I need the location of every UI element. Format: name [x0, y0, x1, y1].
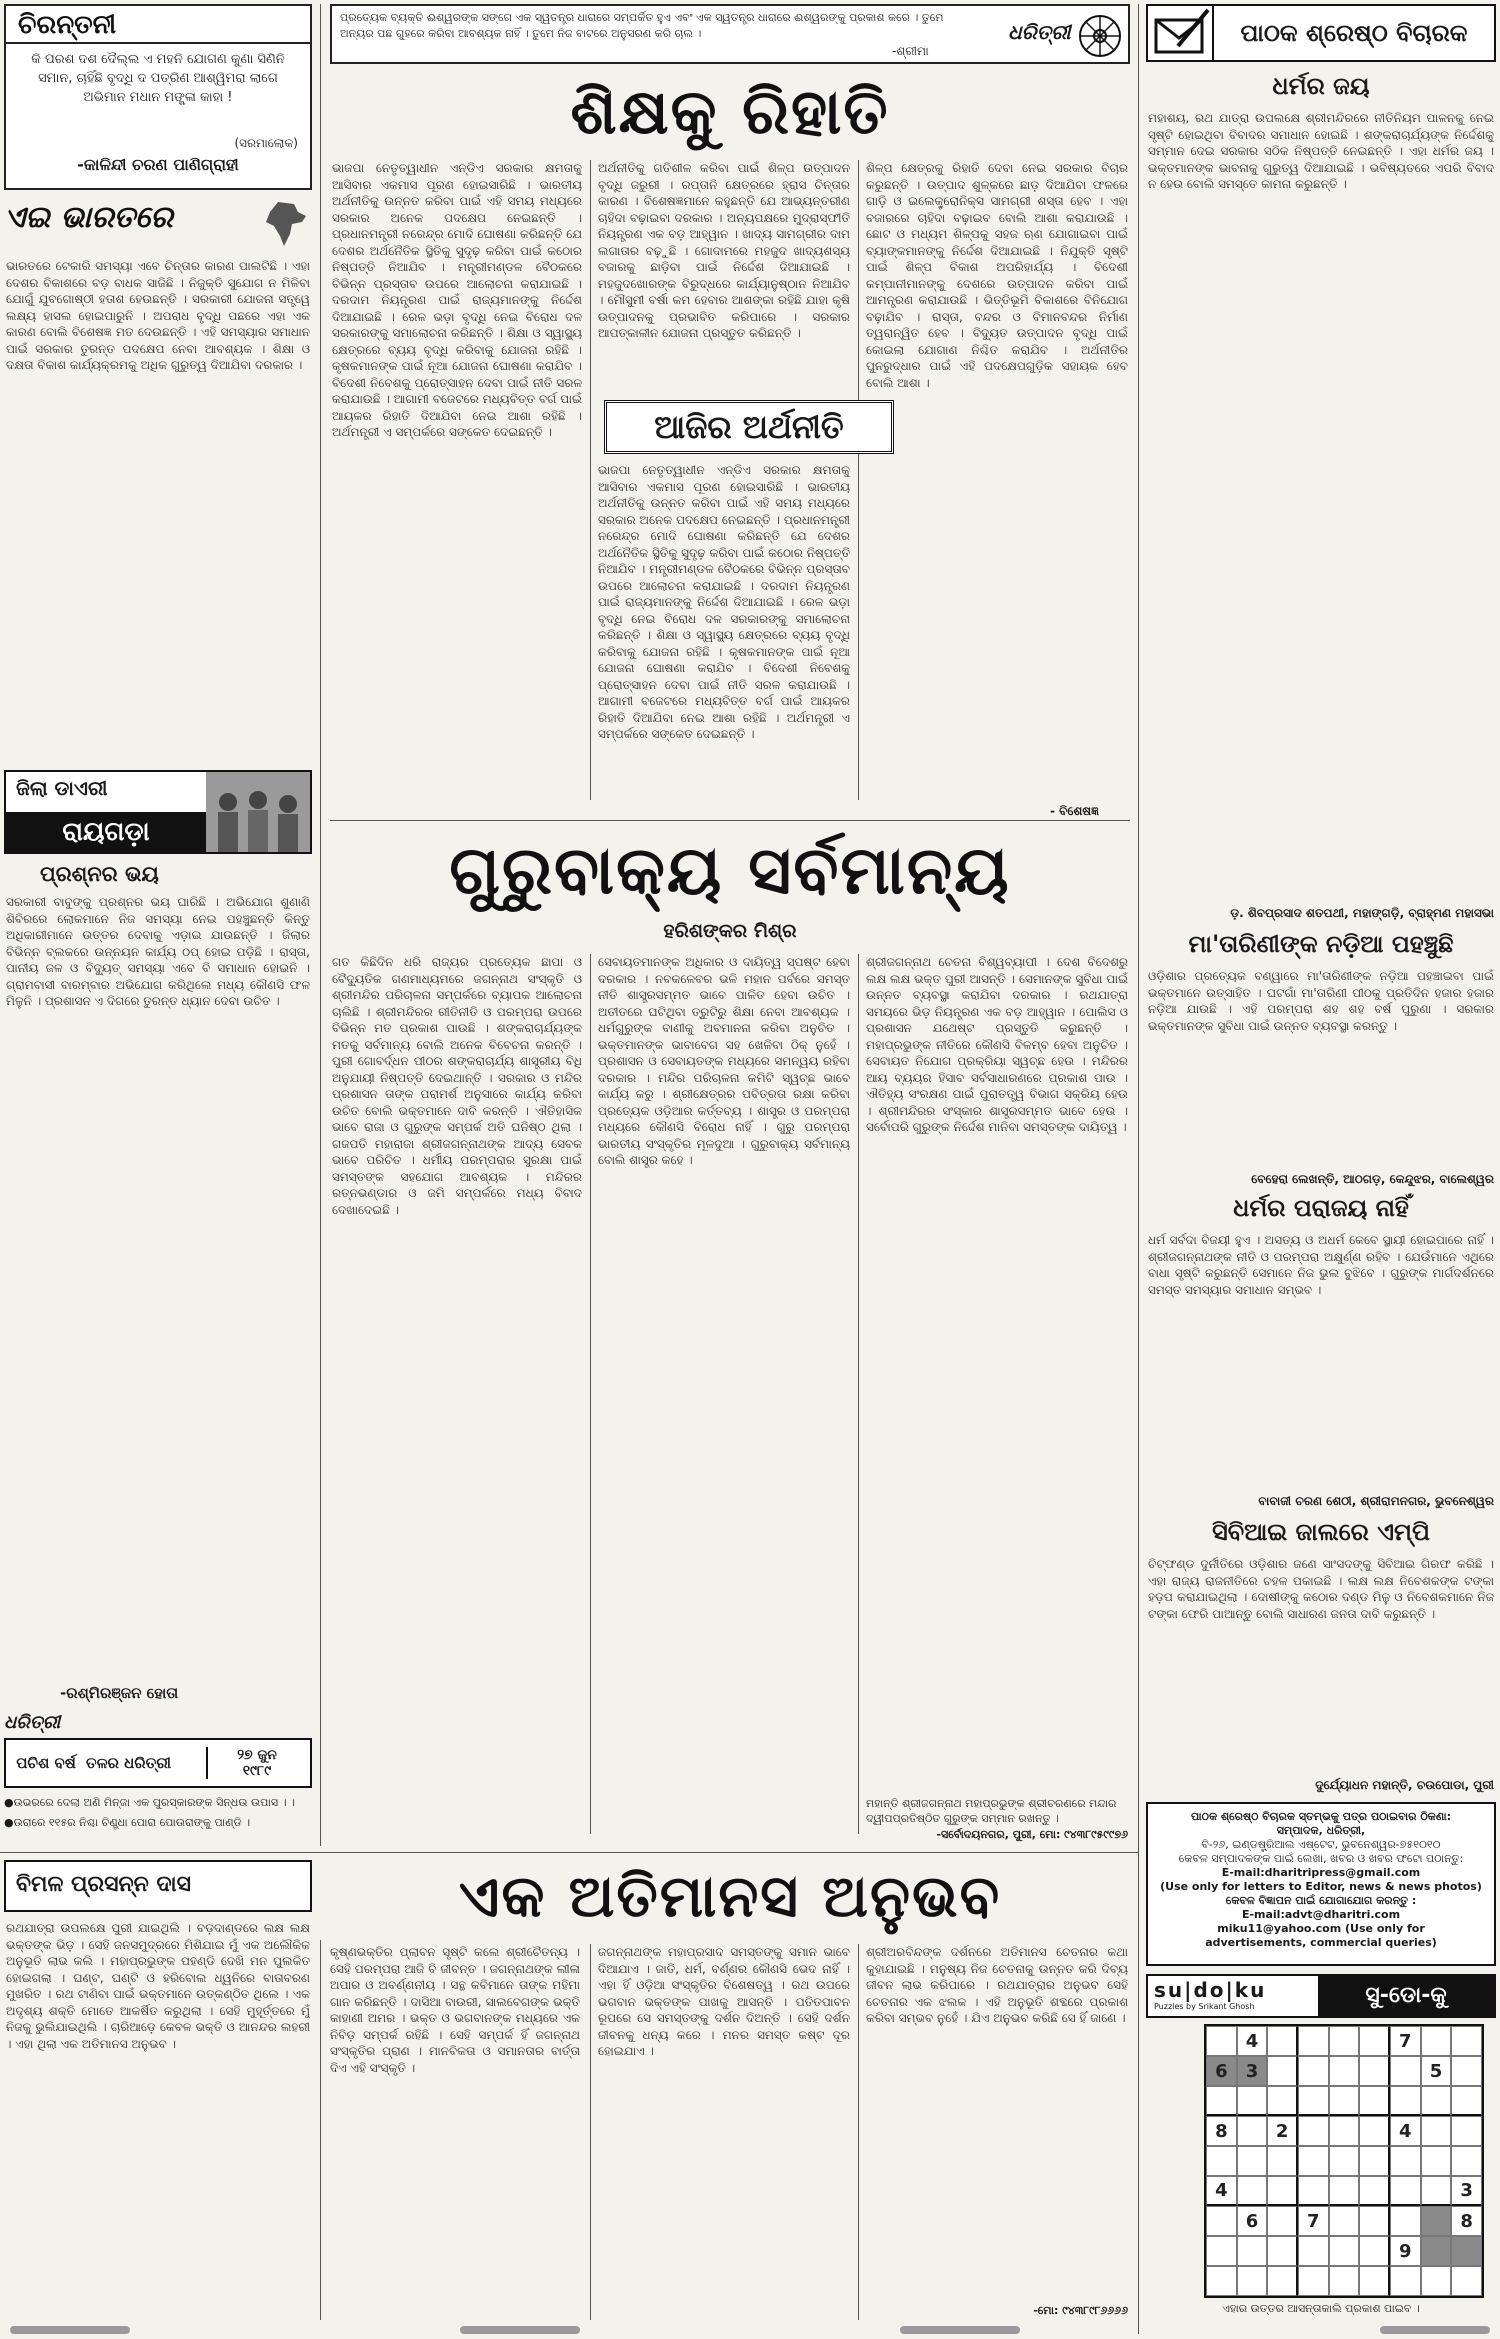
address-box	[1146, 1802, 1496, 1966]
pachisha-bullet-2: ●ଉରାରେ ୧୧୫ର ନିଶ୍ଚା ଚିଣ୍ଡ୍ଧା ପୋରା ପୋଉରାଙ୍କୁ ପାଣ୍ଡି ।	[4, 1816, 251, 1829]
letter-3-heading: ଧର୍ମର ପରାଜୟ ନାହିଁ	[1233, 1194, 1409, 1222]
sudoku-cell[interactable]	[1390, 2206, 1421, 2236]
sudoku-cell[interactable]	[1451, 2086, 1482, 2116]
sudoku-cell[interactable]	[1359, 2116, 1390, 2146]
sudoku-cell[interactable]	[1206, 2206, 1237, 2236]
letter-4-signature: ଦୁର୍ଯ୍ୟୋଧନ ମହାନ୍ତି, ଚଉପୋଡା, ପୁରୀ	[1315, 1778, 1494, 1792]
sudoku-cell[interactable]	[1329, 2116, 1360, 2146]
sudoku-cell[interactable]	[1359, 2236, 1390, 2266]
top-quote-box	[330, 4, 1130, 64]
sudoku-cell: 3	[1451, 2176, 1482, 2206]
bimal-col-2: କୃଷ୍ଣଭକ୍ତିର ପ୍ଲାବନ ସୃଷ୍ଟି କଲେ ଶ୍ରୀଚୈତନ୍ୟ । ସେହି ପରମ୍ପରା ଆଜି ବି ଜୀବନ୍ତ । ଜଗନ୍ନାଥଙ୍କ ଲୀଳା ଅପାର ଓ ଅବର୍ଣ୍ଣନୀୟ । ସନ୍ଥ କବିମାନେ ତାଙ୍କ ମହିମା ଗାନ କରିଛନ୍ତି । ଦାସିଆ ବାଉରୀ, ସାଲବେଗଙ୍କ ଭକ୍ତି କାହାଣୀ ଅମର । ଭକ୍ତ ଓ ଭଗବାନଙ୍କ ମଧ୍ୟରେ ଏକ ନିବିଡ଼ ସମ୍ପର୍କ ରହିଛି । ସେହି ସମ୍ପର୍କ ହିଁ ଜଗନ୍ନାଥ ସଂସ୍କୃତିର ପ୍ରାଣ । ମାନବିକତା ଓ ସମାନତାର ବାର୍ତ୍ତା ଦିଏ ଏହି ସଂସ୍କୃତି ।	[330, 1945, 580, 2075]
pen-letter-icon	[1152, 6, 1212, 60]
sudoku-cell[interactable]	[1329, 2026, 1360, 2056]
sudoku-cell: 8	[1451, 2206, 1482, 2236]
sudoku-cell[interactable]	[1421, 2146, 1452, 2176]
sudoku-cell[interactable]	[1359, 2146, 1390, 2176]
sudoku-cell[interactable]	[1390, 2146, 1421, 2176]
letter-4-heading: ସିବିଆଇ ଜାଲରେ ଏମ୍‌ପି	[1212, 1518, 1430, 1546]
guru-col-1: ଗତ କିଛିଦିନ ଧରି ରାଜ୍ୟର ପ୍ରତ୍ୟେକ ଛାପା ଓ ବୈଦ୍ୟୁତିକ ଗଣମାଧ୍ୟମରେ ଜଗନ୍ନାଥ ସଂସ୍କୃତି ଓ ଶ୍ରୀମନ୍ଦିର ପରିଚାଳନା ସମ୍ପର୍କରେ ବ୍ୟାପକ ଆଲୋଚନା ଚାଲିଛି । ଶ୍ରୀମନ୍ଦିରର ରୀତିନୀତି ଓ ପରମ୍ପରା ଉପରେ ବିଭିନ୍ନ ମତ ପ୍ରକାଶ ପାଉଛି । ଶଙ୍କରାଚାର୍ଯ୍ୟଙ୍କ ମତକୁ ସର୍ବମାନ୍ୟ ବୋଲି ଅନେକ ବିବେଚନା କରନ୍ତି । ପୁରୀ ଗୋବର୍ଦ୍ଧନ ପୀଠର ଶଙ୍କରାଚାର୍ଯ୍ୟ ଶାସ୍ତ୍ରୀୟ ବିଧି ଅନୁଯାୟୀ ନିଷ୍ପତ୍ତି ଦେଇଥାନ୍ତି । ସରକାର ଓ ମନ୍ଦିର ପ୍ରଶାସନ ତାଙ୍କ ପରାମର୍ଶ ଅନୁସାରେ କାର୍ଯ୍ୟ କରିବା ଉଚିତ ବୋଲି ଭକ୍ତମାନେ ଦାବି କରନ୍ତି । ଐତିହାସିକ ଭାବେ ରାଜା ଓ ଗୁରୁଙ୍କ ସମ୍ପର୍କ ଅତି ଘନିଷ୍ଠ ଥିଲା । ଗଜପତି ମହାରାଜା ଶ୍ରୀଜଗନ୍ନାଥଙ୍କ ଆଦ୍ୟ ସେବକ ଭାବେ ପରିଚିତ । ଧର୍ମୀୟ ପରମ୍ପରାର ସୁରକ୍ଷା ପାଇଁ ସମସ୍ତଙ୍କ ସହଯୋଗ ଆବଶ୍ୟକ । ମନ୍ଦିରର ରତ୍ନଭଣ୍ଡାର ଓ ଜମି ସମ୍ପର୍କରେ ମଧ୍ୟ ବିବାଦ ଦେଖାଦେଇଛି ।	[332, 955, 582, 1217]
chirantani-source: (ସରମାଲୋକ)	[234, 136, 298, 150]
sudoku-cell[interactable]	[1206, 2026, 1237, 2056]
letter-2-heading: ମା'ତାରିଣୀଙ୍କ ନଡ଼ିଆ ପହଞ୍ଚୁଛି	[1188, 930, 1454, 958]
guru-col-2: ସେବାୟତମାନଙ୍କ ଅଧିକାର ଓ ଦାୟିତ୍ୱ ସ୍ପଷ୍ଟ ହେବା ଦରକାର । ନବକଳେବର ଭଳି ମହାନ ପର୍ବରେ ସମସ୍ତ ନୀତି ଶାସ୍ତ୍ରସମ୍ମତ ଭାବେ ପାଳିତ ହେବା ଉଚିତ । ଅତୀତରେ ଘଟିଥିବା ତ୍ରୁଟିରୁ ଶିକ୍ଷା ନେବା ଆବଶ୍ୟକ । ଧର୍ମଗୁରୁଙ୍କ ବାଣୀକୁ ଅବମାନନା କରିବା ଅନୁଚିତ । ଭକ୍ତମାନଙ୍କ ଭାବାବେଗ ସହ ଖେଳିବା ଠିକ୍ ନୁହେଁ । ପ୍ରଶାସନ ଓ ସେବାୟତଙ୍କ ମଧ୍ୟରେ ସମନ୍ୱୟ ରହିବା ଦରକାର । ମନ୍ଦିର ପରିଚାଳନା କମିଟି ସ୍ୱଚ୍ଛ ଭାବେ କାର୍ଯ୍ୟ କରୁ । ଶ୍ରୀକ୍ଷେତ୍ରର ପବିତ୍ରତା ରକ୍ଷା କରିବା ପ୍ରତ୍ୟେକ ଓଡ଼ିଆର କର୍ତ୍ତବ୍ୟ । ଶାସ୍ତ୍ର ଓ ପରମ୍ପରା ମଧ୍ୟରେ କୌଣସି ବିରୋଧ ନାହିଁ । ଗୁରୁ ପରମ୍ପରା ଭାରତୀୟ ସଂସ୍କୃତିର ମୂଳଦୁଆ । ଗୁରୁବାକ୍ୟ ସର୍ବମାନ୍ୟ ବୋଲି ଶାସ୍ତ୍ର କହେ ।	[598, 955, 850, 1167]
sudoku-cell[interactable]	[1267, 2026, 1298, 2056]
sudoku-cell[interactable]	[1237, 2116, 1268, 2146]
sudoku-cell: 6	[1237, 2206, 1268, 2236]
jilla-diary-box	[4, 770, 312, 854]
sudoku-cell[interactable]	[1329, 2146, 1360, 2176]
letter-1-heading: ଧର୍ମର ଜୟ	[1272, 72, 1370, 100]
sudoku-sublogo: Puzzles by Srikant Ghosh	[1154, 2002, 1255, 2011]
sudoku-cell[interactable]	[1421, 2086, 1452, 2116]
editorial-col-1: ଭାଜପା ନେତୃତ୍ୱାଧୀନ ଏନ୍‌ଡିଏ ସରକାର କ୍ଷମତାକୁ ଆସିବାର ଏକମାସ ପୂରଣ ହୋଇସାରିଛି । ଭାରତୀୟ ଅର୍ଥନୀତିକୁ ଉନ୍ନତ କରିବା ପାଇଁ ଏହି ସମୟ ମଧ୍ୟରେ ସରକାର ଅନେକ ପଦକ୍ଷେପ ନେଇଛନ୍ତି । ପ୍ରଧାନମନ୍ତ୍ରୀ ନରେନ୍ଦ୍ର ମୋଦି ଘୋଷଣା କରିଛନ୍ତି ଯେ ଦେଶର ଅର୍ଥନୈତିକ ସ୍ଥିତିକୁ ସୁଦୃଢ଼ କରିବା ପାଇଁ କଠୋର ନିଷ୍ପତ୍ତି ନିଆଯିବ । ମନ୍ତ୍ରୀମଣ୍ଡଳ ବୈଠକରେ ବିଭିନ୍ନ ପ୍ରସ୍ତାବ ଉପରେ ଆଲୋଚନା କରାଯାଇଛି । ଦରଦାମ ନିୟନ୍ତ୍ରଣ ପାଇଁ ରାଜ୍ୟମାନଙ୍କୁ ନିର୍ଦ୍ଦେଶ ଦିଆଯାଇଛି । ରେଳ ଭଡ଼ା ବୃଦ୍ଧି ନେଇ ବିରୋଧ ଦଳ ସରକାରଙ୍କୁ ସମାଲୋଚନା କରିଛନ୍ତି । ଶିକ୍ଷା ଓ ସ୍ୱାସ୍ଥ୍ୟ କ୍ଷେତ୍ରରେ ବ୍ୟୟ ବୃଦ୍ଧି କରିବାକୁ ଯୋଜନା ରହିଛି । କୃଷକମାନଙ୍କ ପାଇଁ ନୂଆ ଯୋଜନା ଘୋଷଣା କରାଯିବ । ବିଦେଶୀ ନିବେଶକୁ ପ୍ରୋତ୍ସାହନ ଦେବା ପାଇଁ ନୀତି ସରଳ କରାଯାଉଛି । ଆଗାମୀ ବଜେଟରେ ମଧ୍ୟବିତ୍ତ ବର୍ଗ ପାଇଁ ଆୟକର ରିହାତି ଦିଆଯିବା ନେଇ ଆଶା ରହିଛି । ଅର୍ଥମନ୍ତ୍ରୀ ଏ ସମ୍ପର୍କରେ ସଙ୍କେତ ଦେଇଛନ୍ତି ।	[332, 161, 582, 439]
sudoku-cell[interactable]	[1390, 2056, 1421, 2086]
jilla-diary-label: ଜିଲା ଡାଏରୀ	[16, 776, 108, 800]
address-line-5: କେବଳ ବିଜ୍ଞାପନ ପାଇଁ ଯୋଗାଯୋଗ କରନ୍ତୁ :	[1225, 1894, 1417, 1907]
sudoku-cell[interactable]	[1451, 2056, 1482, 2086]
letter-2-signature: ବେହେରା ଲେଖନ୍ତି, ଆଠଗଡ଼, କେନ୍ଦୁଝର, ବାଲେଶ୍ୱର	[1251, 1172, 1494, 1186]
letter-3-body: ଧର୍ମ ସର୍ବଦା ବିଜୟୀ ହୁଏ । ଅସତ୍ୟ ଓ ଅଧର୍ମ କେବେ ସ୍ଥାୟୀ ହୋଇପାରେ ନାହିଁ । ଶ୍ରୀଜଗନ୍ନାଥଙ୍କ ନୀତି ଓ ପରମ୍ପରା ଅକ୍ଷୁର୍ଣ୍ଣ ରହିବ । ଯେଉଁମାନେ ଏଥିରେ ବାଧା ସୃଷ୍ଟି କରୁଛନ୍ତି ସେମାନେ ନିଜ ଭୁଲ ବୁଝିବେ । ଗୁରୁଙ୍କ ମାର୍ଗଦର୍ଶନରେ ସମସ୍ତ ସମସ୍ୟାର ସମାଧାନ ସମ୍ଭବ ।	[1148, 1233, 1494, 1297]
footer-bar-4	[1380, 2326, 1490, 2334]
sudoku-cell[interactable]	[1267, 2266, 1298, 2296]
sudoku-cell[interactable]	[1329, 2086, 1360, 2116]
sudoku-logo: su|do|ku	[1154, 1978, 1267, 2002]
jilla-diary-district: ରାୟଗଡ଼ା	[6, 812, 206, 852]
sudoku-cell[interactable]	[1298, 2176, 1329, 2206]
editorial-col-2: ଅର୍ଥନୀତିକୁ ଗତିଶୀଳ କରିବା ପାଇଁ ଶିଳ୍ପ ଉତ୍ପାଦନ ବୃଦ୍ଧି ଜରୁରୀ । ରପ୍ତାନି କ୍ଷେତ୍ରରେ ହ୍ରାସ ଚିନ୍ତାର କାରଣ । ବିଶେଷଜ୍ଞମାନେ କହୁଛନ୍ତି ଯେ ଆଭ୍ୟନ୍ତରୀଣ ଚାହିଦା ବଢ଼ାଇବା ଦରକାର । ଅନ୍ୟପକ୍ଷରେ ମୁଦ୍ରାସ୍ଫୀତି ନିୟନ୍ତ୍ରଣ ଏକ ବଡ଼ ଆହ୍ୱାନ । ଖାଦ୍ୟ ସାମଗ୍ରୀର ଦାମ ଲଗାତାର ବଢ଼ୁଛି । ଗୋଦାମରେ ମହଜୁଦ ଖାଦ୍ୟଶସ୍ୟ ବଜାରକୁ ଛାଡ଼ିବା ପାଇଁ ନିର୍ଦ୍ଦେଶ ଦିଆଯାଇଛି । ମହଜୁଦଖୋରଙ୍କ ବିରୁଦ୍ଧରେ କାର୍ଯ୍ୟାନୁଷ୍ଠାନ ନିଆଯିବ । ମୌସୁମୀ ବର୍ଷା କମ ହେବାର ଆଶଙ୍କା ରହିଛି ଯାହା କୃଷି ଉତ୍ପାଦନକୁ ପ୍ରଭାବିତ କରିପାରେ । ସରକାର ଆପତ୍କାଳୀନ ଯୋଜନା ପ୍ରସ୍ତୁତ କରିଛନ୍ତି ।	[598, 161, 850, 340]
district-photo	[206, 772, 310, 852]
pachisha-line2: ତଳର ଧରିତ୍ରୀ	[86, 1754, 171, 1772]
sudoku-cell[interactable]	[1421, 2206, 1452, 2236]
sudoku-cell[interactable]	[1267, 2146, 1298, 2176]
jilla-diary-heading: ପ୍ରଶ୍ନର ଭୟ	[40, 862, 159, 886]
sudoku-cell: 4	[1390, 2116, 1421, 2146]
dharitri-logo-small: ଧରିତ୍ରୀ	[4, 1712, 61, 1733]
aajira-arthaniti-label: ଆଜିର ଅର୍ଥନୀତି	[654, 407, 844, 446]
sudoku-cell[interactable]	[1359, 2266, 1390, 2296]
address-line-4: କେବଳ ସମ୍ପାଦକଙ୍କ ପାଇଁ ଲେଖା, ଖବର ଓ ଖବର ଫଟୋ ପଠାନ୍ତୁ:	[1178, 1852, 1464, 1865]
editorial-col-2b: ଭାଜପା ନେତୃତ୍ୱାଧୀନ ଏନ୍‌ଡିଏ ସରକାର କ୍ଷମତାକୁ ଆସିବାର ଏକମାସ ପୂରଣ ହୋଇସାରିଛି । ଭାରତୀୟ ଅର୍ଥନୀତିକୁ ଉନ୍ନତ କରିବା ପାଇଁ ଏହି ସମୟ ମଧ୍ୟରେ ସରକାର ଅନେକ ପଦକ୍ଷେପ ନେଇଛନ୍ତି । ପ୍ରଧାନମନ୍ତ୍ରୀ ନରେନ୍ଦ୍ର ମୋଦି ଘୋଷଣା କରିଛନ୍ତି ଯେ ଦେଶର ଅର୍ଥନୈତିକ ସ୍ଥିତିକୁ ସୁଦୃଢ଼ କରିବା ପାଇଁ କଠୋର ନିଷ୍ପତ୍ତି ନିଆଯିବ । ମନ୍ତ୍ରୀମଣ୍ଡଳ ବୈଠକରେ ବିଭିନ୍ନ ପ୍ରସ୍ତାବ ଉପରେ ଆଲୋଚନା କରାଯାଇଛି । ଦରଦାମ ନିୟନ୍ତ୍ରଣ ପାଇଁ ରାଜ୍ୟମାନଙ୍କୁ ନିର୍ଦ୍ଦେଶ ଦିଆଯାଇଛି । ରେଳ ଭଡ଼ା ବୃଦ୍ଧି ନେଇ ବିରୋଧ ଦଳ ସରକାରଙ୍କୁ ସମାଲୋଚନା କରିଛନ୍ତି । ଶିକ୍ଷା ଓ ସ୍ୱାସ୍ଥ୍ୟ କ୍ଷେତ୍ରରେ ବ୍ୟୟ ବୃଦ୍ଧି କରିବାକୁ ଯୋଜନା ରହିଛି । କୃଷକମାନଙ୍କ ପାଇଁ ନୂଆ ଯୋଜନା ଘୋଷଣା କରାଯିବ । ବିଦେଶୀ ନିବେଶକୁ ପ୍ରୋତ୍ସାହନ ଦେବା ପାଇଁ ନୀତି ସରଳ କରାଯାଉଛି । ଆଗାମୀ ବଜେଟରେ ମଧ୍ୟବିତ୍ତ ବର୍ଗ ପାଇଁ ଆୟକର ରିହାତି ଦିଆଯିବା ନେଇ ଆଶା ରହିଛି । ଅର୍ଥମନ୍ତ୍ରୀ ଏ ସମ୍ପର୍କରେ ସଙ୍କେତ ଦେଇଛନ୍ତି ।	[598, 463, 850, 741]
editorial-col-3: ଶିଳ୍ପ କ୍ଷେତ୍ରକୁ ରିହାତି ଦେବା ନେଇ ସରକାର ବିଚାର କରୁଛନ୍ତି । ଉତ୍ପାଦ ଶୁଳ୍କରେ ଛାଡ଼ ଦିଆଯିବା ଫଳରେ ଗାଡ଼ି ଓ ଇଲେକ୍ଟ୍ରୋନିକ୍ସ ସାମଗ୍ରୀ ଶସ୍ତା ହେବ । ଏହା ବଜାରରେ ଚାହିଦା ବଢ଼ାଇବ ବୋଲି ଆଶା କରାଯାଉଛି । ଛୋଟ ଓ ମଧ୍ୟମ ଶିଳ୍ପକୁ ସହଜ ଋଣ ଯୋଗାଇବା ପାଇଁ ବ୍ୟାଙ୍କମାନଙ୍କୁ ନିର୍ଦ୍ଦେଶ ଦିଆଯାଇଛି । ନିଯୁକ୍ତି ସୃଷ୍ଟି ପାଇଁ ଶିଳ୍ପ ବିକାଶ ଅପରିହାର୍ଯ୍ୟ । ବିଦେଶୀ କମ୍ପାନୀମାନଙ୍କୁ ଦେଶରେ ଉତ୍ପାଦନ କରିବା ପାଇଁ ଆମନ୍ତ୍ରଣ କରାଯାଉଛି । ଭିତ୍ତିଭୂମି ବିକାଶରେ ବିନିଯୋଗ ବଢ଼ାଯିବ । ରାସ୍ତା, ବନ୍ଦର ଓ ବିମାନବନ୍ଦର ନିର୍ମାଣ ତ୍ୱରାନ୍ୱିତ ହେବ । ବିଦ୍ୟୁତ ଉତ୍ପାଦନ ବୃଦ୍ଧି ପାଇଁ କୋଇଲା ଯୋଗାଣ ନିଶ୍ଚିତ କରାଯିବ । ଅର୍ଥନୀତିର ପୁନରୁଦ୍ଧାର ପାଇଁ ଏହି ପଦକ୍ଷେପଗୁଡ଼ିକ ସହାୟକ ହେବ ବୋଲି ଆଶା ।	[866, 161, 1128, 390]
sudoku-cell[interactable]	[1298, 2026, 1329, 2056]
sudoku-cell[interactable]	[1206, 2236, 1237, 2266]
editorial-headline: ଶିକ୍ଷକୁ ରିହାତି	[570, 75, 890, 148]
sudoku-cell: 5	[1421, 2056, 1452, 2086]
top-quote-text: ପ୍ରତ୍ୟେକ ବ୍ୟକ୍ତି ଈଶ୍ୱରଙ୍କ ସଙ୍ଗେ ଏକ ସ୍ୱତନ୍ତ୍ର ଧାରାରେ ସମ୍ପର୍କିତ ହୁଏ ଏବଂ ଏକ ସ୍ୱତନ୍ତ୍ର ଧାରାରେ ଈଶ୍ୱରଙ୍କୁ ପ୍ରକାଶ କରେ । ତୁମେ ଅନ୍ୟର ପଛ ଗୁହରେ କରିବା ଆବଶ୍ୟକ ନାହିଁ । ତୁମେ ନିଜ ବାଟରେ ଅନୁସରଣ କରି ଚାଲ ।	[340, 11, 944, 40]
sudoku-cell[interactable]	[1390, 2176, 1421, 2206]
bimal-contact: -ମୋ: ୯୪୩୮୯୮୬୬୬୬	[1033, 2304, 1128, 2317]
bimal-name: ବିମଳ ପ୍ରସନ୍ନ ଦାସ	[16, 1872, 191, 1897]
ei-bharatare-body: ଭାରତରେ ଟେକାରି ସମସ୍ୟା ଏବେ ଚିନ୍ତାର କାରଣ ପାଲଟିଛି । ଏହା ଦେଶର ବିକାଶରେ ବଡ଼ ବାଧକ ସାଜିଛି । ନିଜୁକ୍ତି ସୁଯୋଗ ନ ମିଳିବା ଯୋଗୁଁ ଯୁବଗୋଷ୍ଠୀ ହତାଶ ହେଉଛନ୍ତି । ସରକାରୀ ଯୋଜନା ସତ୍ତ୍ୱେ ଲକ୍ଷ୍ୟ ହାସଲ ହୋଇପାରୁନି । ଅପରାଧ ବୃଦ୍ଧି ପଛରେ ଏହା ଏକ କାରଣ ବୋଲି ବିଶେଷଜ୍ଞ ମତ ଦେଉଛନ୍ତି । ଏହି ସମସ୍ୟାର ସମାଧାନ ପାଇଁ ସରକାର ତୁରନ୍ତ ପଦକ୍ଷେପ ନେବା ଆବଶ୍ୟକ । ଶିକ୍ଷା ଓ ଦକ୍ଷତା ବିକାଶ କାର୍ଯ୍ୟକ୍ରମକୁ ଅଧିକ ଗୁରୁତ୍ୱ ଦିଆଯିବା ଦରକାର ।	[6, 259, 310, 372]
sudoku-cell: 9	[1390, 2236, 1421, 2266]
ei-bharatare-title: ଏଇ ଭାରତରେ	[4, 200, 173, 235]
sudoku-cell[interactable]	[1237, 2236, 1268, 2266]
sudoku-grid[interactable]	[1204, 2024, 1484, 2298]
bimal-headline: ଏକ ଅତିମାନସ ଅନୁଭବ	[458, 1862, 1002, 1930]
aajira-arthaniti-box	[604, 400, 894, 454]
guru-signoff: ମହାନ୍ତି ଶ୍ରୀଜଗନ୍ନାଥ ମହାପ୍ରଭୁଙ୍କ ଶ୍ରୀଚରଣରେ ମନ୍ଦାର ଦ୍ୱୀପପ୍ରତିଷ୍ଠିତ ଗୁରୁଙ୍କ ସମ୍ମାନ ରଖନ୍ତୁ ।	[866, 1797, 1117, 1825]
jilla-diary-author: -ରଶ୍ମିରଞ୍ଜନ ହୋତା	[60, 1684, 179, 1702]
sudoku-cell[interactable]	[1421, 2116, 1452, 2146]
letter-1-signature: ଡ଼. ଶିବପ୍ରସାଦ ଶତପଥୀ, ମହାଙ୍ଗଡ଼ି, ବ୍ରାହ୍ମଣ ମହାସଭା	[1230, 906, 1494, 920]
address-email-3[interactable]: miku11@yahoo.com (Use only for	[1217, 1922, 1425, 1935]
jilla-diary-body: ସରକାରୀ ବାବୁଙ୍କୁ ପ୍ରଶ୍ନର ଭୟ ଘାରିଛି । ଅଭିଯୋଗ ଶୁଣାଣି ଶିବିରରେ ଲୋକମାନେ ନିଜ ସମସ୍ୟା ନେଇ ପହଞ୍ଚୁଛନ୍ତି କିନ୍ତୁ ଅଧିକାରୀମାନେ ଉତ୍ତର ଦେବାକୁ ଏଡ଼ାଇ ଯାଉଛନ୍ତି । ଜିଲାର ବିଭିନ୍ନ ବ୍ଲକରେ ଉନ୍ନୟନ କାର୍ଯ୍ୟ ଠପ୍ ହୋଇ ପଡ଼ିଛି । ରାସ୍ତା, ପାନୀୟ ଜଳ ଓ ବିଦ୍ୟୁତ୍ ସମସ୍ୟା ଏବେ ବି ସମାଧାନ ହୋଇନି । ଗ୍ରାମବାସୀ ବାରମ୍ବାର ଅଭିଯୋଗ କରିଥିଲେ ମଧ୍ୟ କୌଣସି ଫଳ ମିଳୁନି । ପ୍ରଶାସନ ଏ ଦିଗରେ ତୁରନ୍ତ ଧ୍ୟାନ ଦେବା ଉଚିତ ।	[6, 895, 310, 1008]
sudoku-cell[interactable]	[1237, 2146, 1268, 2176]
sudoku-cell[interactable]	[1451, 2146, 1482, 2176]
sudoku-cell[interactable]	[1267, 2056, 1298, 2086]
sudoku-cell[interactable]	[1267, 2086, 1298, 2116]
india-map-icon	[264, 200, 308, 248]
chirantani-title: ଚିରନ୍ତନୀ	[6, 6, 310, 44]
sudoku-cell[interactable]	[1237, 2266, 1268, 2296]
footer-bar-1	[10, 2326, 130, 2334]
pachisha-barsha-box	[4, 1712, 312, 1842]
sudoku-cell[interactable]	[1359, 2056, 1390, 2086]
sudoku-cell[interactable]	[1206, 2266, 1237, 2296]
address-email-1[interactable]: E-mail:dharitripress@gmail.com	[1221, 1866, 1421, 1879]
letter-1-body: ମହାଶୟ, ରଥ ଯାତ୍ରା ଉପଲକ୍ଷେ ଶ୍ରୀମନ୍ଦିରରେ ନୀତିନିୟମ ପାଳନକୁ ନେଇ ସୃଷ୍ଟି ହୋଇଥିବା ବିବାଦର ସମାଧାନ ହୋଇଛି । ଶଙ୍କରାଚାର୍ଯ୍ୟଙ୍କ ନିର୍ଦ୍ଦେଶକୁ ସମ୍ମାନ ଦେଇ ସରକାର ସଠିକ ନିଷ୍ପତ୍ତି ନେଇଛନ୍ତି । ଏହା ଧର୍ମର ଜୟ । ଭକ୍ତମାନଙ୍କ ଭାବନାକୁ ଗୁରୁତ୍ୱ ଦିଆଯାଇଛି । ଭବିଷ୍ୟତରେ ଏପରି ବିବାଦ ନ ହେଉ ବୋଲି ସମସ୍ତେ କାମନା କରୁଛନ୍ତି ।	[1148, 111, 1494, 191]
sudoku-cell[interactable]	[1359, 2026, 1390, 2056]
sudoku-cell[interactable]	[1206, 2146, 1237, 2176]
sudoku-title: ସୁ-ଡୋ-କୁ	[1318, 1976, 1494, 2016]
sudoku-cell[interactable]	[1329, 2056, 1360, 2086]
sudoku-cell[interactable]	[1298, 2056, 1329, 2086]
pachisha-year: ୧୯୮୯	[242, 1763, 272, 1779]
sudoku-cell[interactable]	[1421, 2266, 1452, 2296]
guru-byline: ହରିଶଙ୍କର ମିଶ୍ର	[663, 920, 797, 942]
address-line-1: ପାଠକ ଶ୍ରେଷ୍ଠ ବିଚାରକ ସ୍ତମ୍ଭକୁ ପତ୍ର ପଠାଇବାର ଠିକଣା:	[1190, 1810, 1452, 1823]
sudoku-cell: 6	[1206, 2056, 1237, 2086]
sudoku-cell[interactable]	[1451, 2026, 1482, 2056]
sudoku-cell[interactable]	[1267, 2206, 1298, 2236]
letter-4-body: ଚିଟ୍‌ଫଣ୍ଡ ଦୁର୍ନୀତିରେ ଓଡ଼ିଶାର ଜଣେ ସାଂସଦଙ୍କୁ ସିବିଆଇ ଗିରଫ କରିଛି । ଏହା ରାଜ୍ୟ ରାଜନୀତିରେ ଚହଳ ପକାଇଛି । ଲକ୍ଷ ଲକ୍ଷ ନିବେଶକଙ୍କ ଟଙ୍କା ହଡ଼ପ କରାଯାଇଥିଲା । ଦୋଷୀଙ୍କୁ କଠୋର ଦଣ୍ଡ ମିଳୁ ଓ ନିବେଶକମାନେ ନିଜ ଟଙ୍କା ଫେରି ପାଆନ୍ତୁ ବୋଲି ସାଧାରଣ ଜନତା ଦାବି କରୁଛନ୍ତି ।	[1148, 1557, 1494, 1621]
guru-col-3: ଶ୍ରୀଜଗନ୍ନାଥ ଚେତନା ବିଶ୍ୱବ୍ୟାପୀ । ଦେଶ ବିଦେଶରୁ ଲକ୍ଷ ଲକ୍ଷ ଭକ୍ତ ପୁରୀ ଆସନ୍ତି । ସେମାନଙ୍କ ସୁବିଧା ପାଇଁ ଉନ୍ନତ ବ୍ୟବସ୍ଥା କରାଯିବା ଦରକାର । ରଥଯାତ୍ରା ସମୟରେ ଭିଡ଼ ନିୟନ୍ତ୍ରଣ ଏକ ବଡ଼ ଆହ୍ୱାନ । ପୋଲିସ ଓ ପ୍ରଶାସନ ଯଥେଷ୍ଟ ପ୍ରସ୍ତୁତି କରୁଛନ୍ତି । ମହାପ୍ରଭୁଙ୍କ ନୀତିରେ କୌଣସି ବିଳମ୍ବ ହେବା ଅନୁଚିତ । ସେବାୟତ ନିଯୋଗ ପ୍ରକ୍ରିୟା ସ୍ୱଚ୍ଛ ହେଉ । ମନ୍ଦିରର ଆୟ ବ୍ୟୟର ହିସାବ ସର୍ବସାଧାରଣରେ ପ୍ରକାଶ ପାଉ । ଐତିହ୍ୟ ସଂରକ୍ଷଣ ପାଇଁ ପୁରାତତ୍ତ୍ୱ ବିଭାଗ ସକ୍ରିୟ ହେଉ । ଶ୍ରୀମନ୍ଦିରର ସଂସ୍କାର ଶାସ୍ତ୍ରସମ୍ମତ ଭାବେ ହେଉ । ସର୍ବୋପରି ଗୁରୁଙ୍କ ନିର୍ଦ୍ଦେଶ ମାନିବା ସମସ୍ତଙ୍କ ଦାୟିତ୍ୱ ।	[866, 955, 1128, 1134]
address-email-2[interactable]: E-mail:advt@dharitri.com	[1241, 1908, 1401, 1921]
pachisha-date: ୨୭ ଜୁନ	[237, 1747, 277, 1763]
guru-address: -ସର୍ବୋଦୟନଗର, ପୁରୀ, ମୋ: ୯୪୩୮୯୫୯୯୭୬	[936, 1828, 1128, 1841]
sudoku-cell[interactable]	[1267, 2176, 1298, 2206]
sudoku-cell[interactable]	[1359, 2176, 1390, 2206]
sudoku-header	[1146, 1974, 1496, 2018]
footer-bar-2	[460, 2326, 580, 2334]
guru-headline: ଗୁରୁବାକ୍ୟ ସର୍ବମାନ୍ୟ	[449, 832, 1011, 909]
editorial-signature: - ବିଶେଷଜ୍ଞ	[1050, 804, 1099, 818]
ei-bharatare-header	[4, 200, 312, 250]
sudoku-cell: 7	[1298, 2206, 1329, 2236]
top-quote-logo: ଧରିତ୍ରୀ	[1008, 20, 1071, 44]
sudoku-cell: 4	[1206, 2176, 1237, 2206]
sudoku-cell[interactable]	[1451, 2236, 1482, 2266]
pachisha-bullet-1: ●ଉଭରରେ ଦେଲା ଅଣି ମିନ୍ଜା ଏକ ପୁରସ୍କାରଙ୍କ ସିନ୍ଧଉ ଉପାସ । ।	[4, 1796, 295, 1809]
bimal-col-1: ରଥଯାତ୍ରା ଉପଲକ୍ଷେ ପୁରୀ ଯାଇଥିଲି । ବଡ଼ଦାଣ୍ଡରେ ଲକ୍ଷ ଲକ୍ଷ ଭକ୍ତଙ୍କ ଭିଡ଼ । ସେହି ଜନସମୁଦ୍ରରେ ମିଶିଯାଇ ମୁଁ ଏକ ଅଲୌକିକ ଅନୁଭୂତି ଲାଭ କଲି । ମହାପ୍ରଭୁଙ୍କ ପହଣ୍ଡି ଦେଖି ମନ ପୁଲକିତ ହୋଇଗଲା । ଘଣ୍ଟ, ଘଣ୍ଟି ଓ ହରିବୋଲ ଧ୍ୱନିରେ ବାତାବରଣ ମୁଖରିତ । ରଥ ଟାଣିବା ପାଇଁ ଭକ୍ତମାନେ ଉତ୍କଣ୍ଠିତ ଥିଲେ । ଏକ ଅଦୃଶ୍ୟ ଶକ୍ତି ମୋତେ ଆକର୍ଷିତ କରୁଥିଲା । ସେହି ମୁହୂର୍ତ୍ତରେ ମୁଁ ନିଜକୁ ଭୁଲିଯାଇଥିଲି । ଚାରିଆଡ଼େ କେବଳ ଭକ୍ତି ଓ ଆନନ୍ଦର ଲହରୀ । ଏହା ଥିଲା ଏକ ଅତିମାନସ ଅନୁଭବ ।	[6, 1921, 310, 2051]
sudoku-cell: 8	[1206, 2116, 1237, 2146]
sudoku-cell[interactable]	[1206, 2086, 1237, 2116]
sudoku-cell[interactable]	[1451, 2116, 1482, 2146]
address-line-3: ବି-୨୬, ଇଣ୍ଡଷ୍ଟ୍ରିଆଲ ଏଷ୍ଟେଟ, ଭୁବନେଶ୍ୱର-୭୫୧୦୧୦	[1201, 1838, 1441, 1851]
chirantani-author: -କାଳିନ୍ଦୀ ଚରଣ ପାଣିଗ୍ରାହୀ	[77, 155, 239, 174]
address-email-3-note: advertisements, commercial queries)	[1205, 1936, 1437, 1949]
sudoku-cell[interactable]	[1237, 2176, 1268, 2206]
sudoku-cell[interactable]	[1298, 2086, 1329, 2116]
pathaka-banner	[1146, 4, 1496, 62]
sudoku-cell[interactable]	[1421, 2176, 1452, 2206]
sudoku-cell: 2	[1267, 2116, 1298, 2146]
sudoku-cell[interactable]	[1298, 2236, 1329, 2266]
sudoku-cell[interactable]	[1421, 2236, 1452, 2266]
sudoku-cell[interactable]	[1298, 2116, 1329, 2146]
sudoku-cell[interactable]	[1267, 2236, 1298, 2266]
sudoku-cell[interactable]	[1329, 2176, 1360, 2206]
sudoku-cell[interactable]	[1329, 2236, 1360, 2266]
sudoku-cell: 7	[1390, 2026, 1421, 2056]
sudoku-cell[interactable]	[1329, 2266, 1360, 2296]
sudoku-cell[interactable]	[1359, 2086, 1390, 2116]
bimal-col-4: ଶ୍ରୀଅରବିନ୍ଦଙ୍କ ଦର୍ଶନରେ ଅତିମାନସ ଚେତନାର କଥା କୁହାଯାଇଛି । ମନୁଷ୍ୟ ନିଜ ଚେତନାକୁ ଉନ୍ନତ କରି ଦିବ୍ୟ ଜୀବନ ଲାଭ କରିପାରେ । ରଥଯାତ୍ରାର ଅନୁଭବ ସେହି ଚେତନାର ଏକ ଝଲକ । ଏହି ଅନୁଭୂତି ଶବ୍ଦରେ ପ୍ରକାଶ କରିବା ସମ୍ଭବ ନୁହେଁ । ଯିଏ ଅନୁଭବ କରିଛି ସେ ହିଁ ଜାଣେ ।	[866, 1945, 1128, 2025]
address-line-2: ସମ୍ପାଦକ, ଧରିତ୍ରୀ,	[1276, 1824, 1366, 1837]
sudoku-cell[interactable]	[1329, 2206, 1360, 2236]
sudoku-caption: ଏହାର ଉତ୍ତର ଆସନ୍ତାକାଲି ପ୍ରକାଶ ପାଇବ ।	[1222, 2302, 1420, 2315]
sudoku-cell: 3	[1237, 2056, 1268, 2086]
sudoku-cell[interactable]	[1298, 2266, 1329, 2296]
pachisha-line1: ପଚିଶ ବର୍ଷ	[16, 1754, 76, 1772]
sudoku-cell[interactable]	[1451, 2266, 1482, 2296]
pathaka-banner-title: ପାଠକ ଶ୍ରେଷ୍ଠ ବିଚାରକ	[1212, 6, 1494, 60]
sudoku-cell[interactable]	[1390, 2086, 1421, 2116]
sudoku-cell[interactable]	[1298, 2146, 1329, 2176]
bimal-name-box	[4, 1860, 312, 1912]
sudoku-cell[interactable]	[1390, 2266, 1421, 2296]
letter-2-body: ଓଡ଼ିଶାର ପ୍ରତ୍ୟେକ ବଣ୍ୱାରେ ମା'ତାରିଣୀଙ୍କ ନଡ଼ିଆ ପହଞ୍ଚାଇବା ପାଇଁ ଭକ୍ତମାନେ ଉତ୍ସାହିତ । ଘଟଗାଁ ମା'ତାରିଣୀ ପୀଠକୁ ପ୍ରତିଦିନ ହଜାର ହଜାର ନଡ଼ିଆ ଯାଉଛି । ଏହି ପରମ୍ପରା ଶହ ଶହ ବର୍ଷ ପୁରୁଣା । ସରକାର ଭକ୍ତମାନଙ୍କ ସୁବିଧା ପାଇଁ ଉନ୍ନତ ବ୍ୟବସ୍ଥା କରନ୍ତୁ ।	[1148, 969, 1494, 1033]
chirantani-quote: କି ପରଶ ଦଶ ଦୈଲ୍ଲ ଏ ମହନି ଯୋଗଣ କୁଣା ସିଣିନି ସମାନ, ଚାହିଁଛି ବୃଦ୍ଧି ଦ ପତ୍ରିଣ ଆଶ୍ୱିମରା ଲାଗେ ଅଭିମାନ ମଧାନ ମଙ୍ଗ୍ଳା କାହା !	[31, 52, 285, 105]
sudoku-cell[interactable]	[1237, 2086, 1268, 2116]
top-quote-attribution: -ଶ୍ରୀମା	[892, 44, 929, 58]
letter-3-signature: ବାବାଜୀ ଚରଣ ଶେଠୀ, ଶ୍ରୀରାମନଗର, ଭୁବନେଶ୍ୱର	[1258, 1494, 1494, 1508]
address-email-1-note: (Use only for letters to Editor, news & news photos)	[1160, 1880, 1482, 1893]
chirantani-box	[4, 4, 312, 190]
sudoku-cell: 4	[1237, 2026, 1268, 2056]
footer-bar-3	[900, 2326, 1020, 2334]
sudoku-cell[interactable]	[1421, 2026, 1452, 2056]
sudoku-cell[interactable]	[1359, 2206, 1390, 2236]
bimal-col-3: ଜଗନ୍ନାଥଙ୍କ ମହାପ୍ରସାଦ ସମସ୍ତଙ୍କୁ ସମାନ ଭାବେ ଦିଆଯାଏ । ଜାତି, ଧର୍ମ, ବର୍ଣ୍ଣର କୌଣସି ଭେଦ ନାହିଁ । ଏହା ହିଁ ଓଡ଼ିଆ ସଂସ୍କୃତିର ବିଶେଷତ୍ୱ । ରଥ ଉପରେ ଭଗବାନ ଭକ୍ତଙ୍କ ପାଖକୁ ଆସନ୍ତି । ପତିତପାବନ ରୂପରେ ସେ ସମସ୍ତଙ୍କୁ ଦର୍ଶନ ଦିଅନ୍ତି । ସେହି ଦର୍ଶନ ଜୀବନକୁ ଧନ୍ୟ କରେ । ମନର ସମସ୍ତ କଷ୍ଟ ଦୂର ହୋଇଯାଏ ।	[598, 1945, 850, 2058]
chakra-icon	[1078, 14, 1122, 58]
